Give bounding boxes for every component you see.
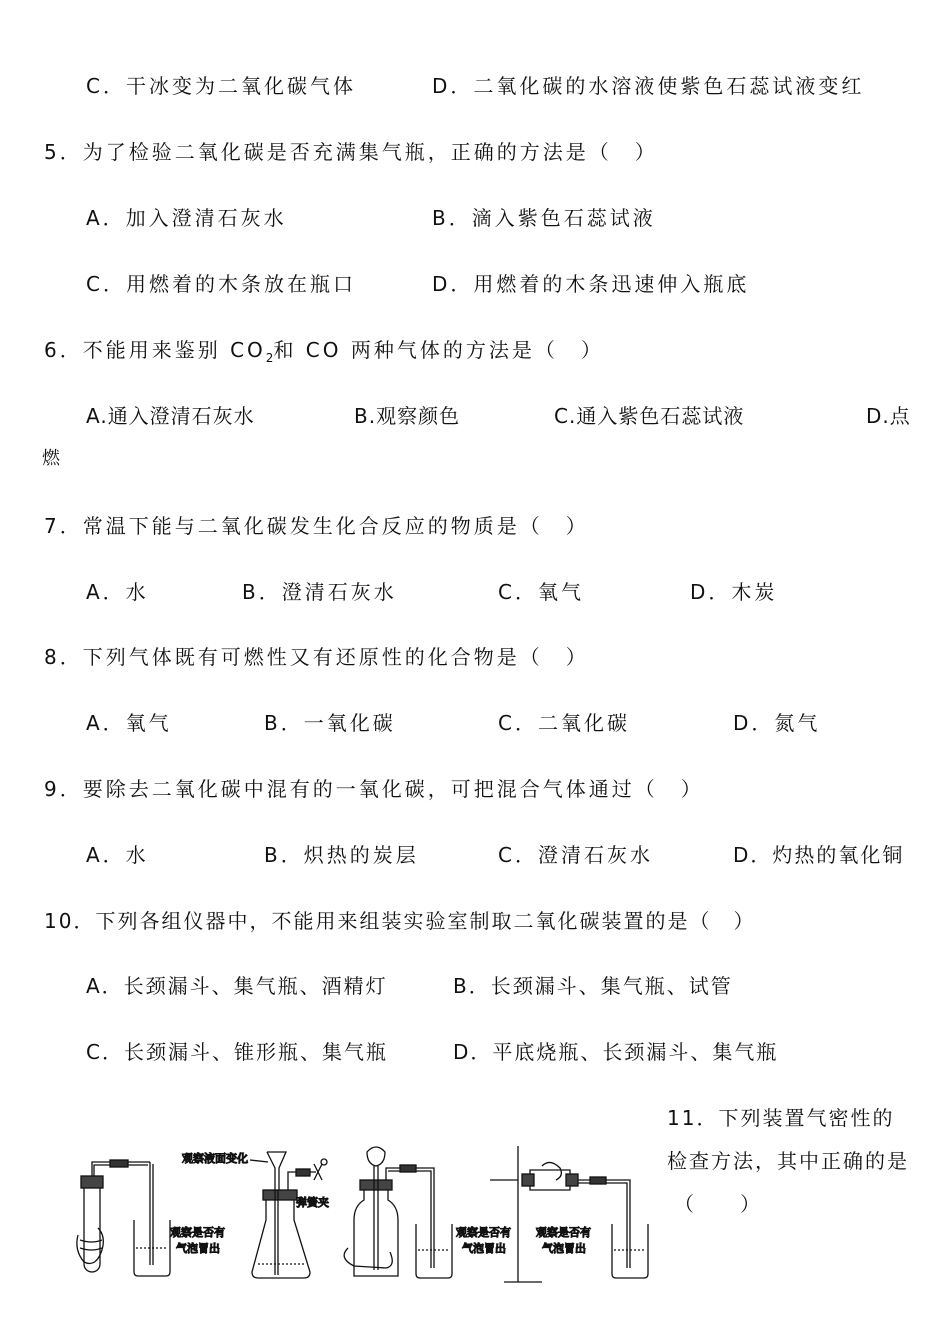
- fig-label-bubbles-4a: 观察是否有: [536, 1226, 591, 1239]
- q11-stem-line2: 检查方法，其中正确的是: [667, 1149, 909, 1173]
- q10-option-d: D．平底烧瓶、长颈漏斗、集气瓶: [453, 1040, 779, 1064]
- apparatus-1: [77, 1160, 170, 1276]
- q6-stem: 6．不能用来鉴别 $CO_2$和 CO 两种气体的方法是（ ）: [44, 338, 604, 365]
- q5-option-c: C．用燃着的木条放在瓶口: [86, 272, 356, 296]
- q7-option-b: B．澄清石灰水: [242, 580, 397, 604]
- q6-option-a: A.通入澄清石灰水: [86, 404, 255, 428]
- q7-stem: 7．常温下能与二氧化碳发生化合反应的物质是（ ）: [44, 514, 589, 538]
- q10-option-b: B．长颈漏斗、集气瓶、试管: [453, 974, 733, 998]
- q6-option-b: B.观察颜色: [354, 404, 461, 428]
- q9-option-b: B．炽热的炭层: [264, 843, 419, 867]
- q6-option-c: C.通入紫色石蕊试液: [554, 404, 745, 428]
- apparatus-drawing: [70, 1140, 660, 1285]
- q4-option-c: C．干冰变为二氧化碳气体: [86, 74, 356, 98]
- q11-stem-line1: 11．下列装置气密性的: [667, 1106, 895, 1130]
- q8-option-a: A．氧气: [86, 711, 172, 735]
- q5-option-d: D．用燃着的木条迅速伸入瓶底: [432, 272, 750, 296]
- fig-label-clamp: 弹簧夹: [296, 1196, 329, 1209]
- fig-label-bubbles-1b: 气泡冒出: [176, 1242, 220, 1255]
- q10-option-c: C．长颈漏斗、锥形瓶、集气瓶: [86, 1040, 388, 1064]
- q10-stem: 10．下列各组仪器中，不能用来组装实验室制取二氧化碳装置的是（ ）: [44, 909, 756, 933]
- q10-option-a: A．长颈漏斗、集气瓶、酒精灯: [86, 974, 388, 998]
- q9-option-c: C．澄清石灰水: [498, 843, 653, 867]
- fig-label-bubbles-4b: 气泡冒出: [542, 1242, 586, 1255]
- q9-option-a: A．水: [86, 843, 149, 867]
- q8-option-b: B．一氧化碳: [264, 711, 396, 735]
- apparatus-figure: [70, 1140, 660, 1285]
- apparatus-2: [250, 1152, 327, 1278]
- q5-option-a: A．加入澄清石灰水: [86, 206, 287, 230]
- q8-option-c: C．二氧化碳: [498, 711, 630, 735]
- q7-option-d: D．木炭: [690, 580, 778, 604]
- fig-label-observe-level: 观察液面变化: [182, 1152, 248, 1165]
- q6-option-d-wrap: 燃: [42, 448, 63, 469]
- fig-label-bubbles-3b: 气泡冒出: [462, 1242, 506, 1255]
- q5-stem: 5．为了检验二氧化碳是否充满集气瓶，正确的方法是（ ）: [44, 140, 658, 164]
- apparatus-3: [344, 1147, 452, 1278]
- q7-option-a: A．水: [86, 580, 149, 604]
- q5-option-b: B．滴入紫色石蕊试液: [432, 206, 656, 230]
- q8-option-d: D．氮气: [733, 711, 821, 735]
- q9-option-d: D．灼热的氧化铜: [733, 843, 905, 867]
- q8-stem: 8．下列气体既有可燃性又有还原性的化合物是（ ）: [44, 645, 589, 669]
- q11-answer-paren: （ ）: [674, 1192, 762, 1216]
- fig-label-bubbles-1a: 观察是否有: [170, 1226, 225, 1239]
- fig-label-bubbles-3a: 观察是否有: [456, 1226, 511, 1239]
- apparatus-4: [490, 1146, 648, 1282]
- q4-option-d: D．二氧化碳的水溶液使紫色石蕊试液变红: [432, 74, 865, 98]
- q6-option-d: D.点: [866, 404, 911, 428]
- q7-option-c: C．氧气: [498, 580, 584, 604]
- q9-stem: 9．要除去二氧化碳中混有的一氧化碳，可把混合气体通过（ ）: [44, 777, 704, 801]
